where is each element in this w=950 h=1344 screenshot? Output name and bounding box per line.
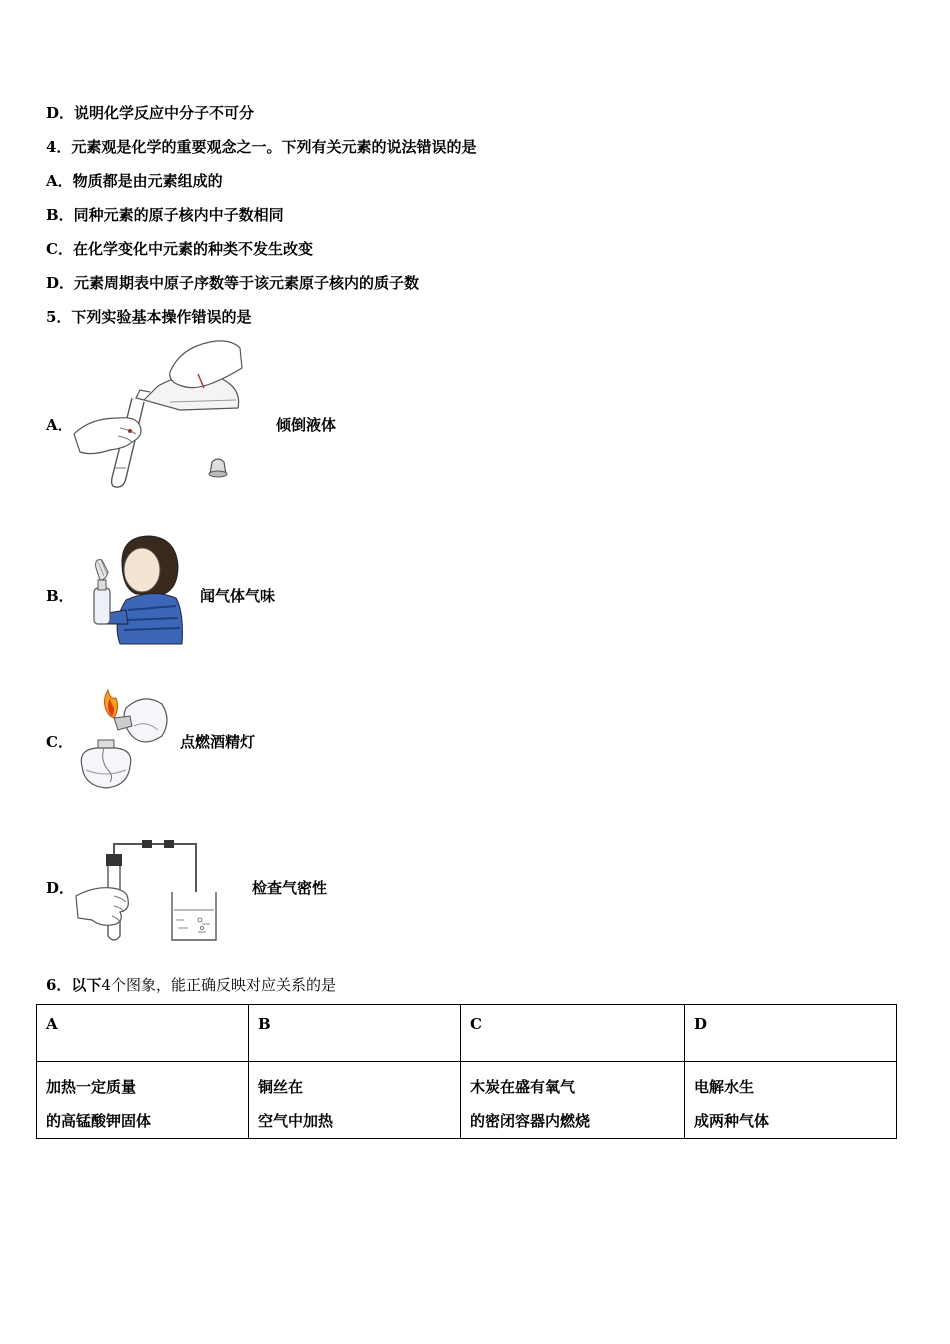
bottle-stopper-icon xyxy=(209,459,227,477)
waving-hand-icon xyxy=(96,560,108,580)
smell-gas-figure xyxy=(72,532,186,646)
cell-line: 铜丝在 xyxy=(258,1078,304,1096)
q6-stem-count: 4 xyxy=(101,976,111,994)
table-row xyxy=(37,1062,897,1139)
cell-line: 电解水生 xyxy=(694,1078,755,1096)
cell-line: 木炭在盛有氧气 xyxy=(470,1078,576,1096)
table-header-cell: B xyxy=(249,1005,461,1062)
cell-line: 空气中加热 xyxy=(258,1112,334,1130)
table-header-cell: A xyxy=(37,1005,249,1062)
table-header-cell: C xyxy=(461,1005,685,1062)
table-header-cell: D xyxy=(685,1005,897,1062)
light-alcohol-lamp-figure xyxy=(74,686,174,792)
q5-option-d-label: D． xyxy=(46,879,75,897)
q6-stem xyxy=(46,974,336,995)
table-cell xyxy=(461,1062,685,1139)
tilted-lamp-icon xyxy=(114,699,167,742)
student-icon xyxy=(99,536,182,644)
q5-option-c-caption: 点燃酒精灯 xyxy=(180,733,256,751)
q5-option-d-caption: 检查气密性 xyxy=(252,879,328,897)
cell-line: 加热一定质量 xyxy=(46,1078,137,1096)
q4-option-b: B．同种元素的原子核内中子数相同 xyxy=(46,206,284,224)
q5-option-b-caption: 闻气体气味 xyxy=(200,587,276,605)
flame-icon xyxy=(104,690,117,718)
q6-options-table xyxy=(36,1004,897,1139)
q5-option-c-label: C． xyxy=(46,733,73,751)
cell-line: 成两种气体 xyxy=(694,1112,770,1130)
table-header-row xyxy=(37,1005,897,1062)
q4-option-d: D．元素周期表中原子序数等于该元素原子核内的质子数 xyxy=(46,274,420,292)
q5-option-b-label: B． xyxy=(46,587,74,605)
table-cell xyxy=(249,1062,461,1139)
q5-stem: 5．下列实验基本操作错误的是 xyxy=(46,308,252,326)
water-beaker-icon xyxy=(172,892,216,940)
cell-line: 的高锰酸钾固体 xyxy=(46,1112,152,1130)
q6-stem-suffix: 个图象，能正确反映对应关系的是 xyxy=(110,976,336,994)
gas-bottle-icon xyxy=(94,580,110,624)
q5-option-a-caption: 倾倒液体 xyxy=(276,416,337,434)
q4-option-a: A．物质都是由元素组成的 xyxy=(46,172,223,190)
table-cell xyxy=(685,1062,897,1139)
pour-liquid-figure xyxy=(70,338,245,490)
hand-holding-bottle-icon xyxy=(170,341,242,388)
hand-gripping-tube-icon xyxy=(76,888,128,926)
table-cell xyxy=(37,1062,249,1139)
q4-option-c: C．在化学变化中元素的种类不发生改变 xyxy=(46,240,313,258)
q5-option-a-label: A． xyxy=(46,416,73,434)
q6-stem-prefix: 6．以下 xyxy=(46,976,102,994)
q3-option-d: D．说明化学反应中分子不可分 xyxy=(46,104,255,122)
q4-stem: 4．元素观是化学的重要观念之一。下列有关元素的说法错误的是 xyxy=(46,138,477,156)
alcohol-lamp-icon xyxy=(81,740,130,788)
airtightness-check-figure xyxy=(72,836,224,948)
cell-line: 的密闭容器内燃烧 xyxy=(470,1112,591,1130)
